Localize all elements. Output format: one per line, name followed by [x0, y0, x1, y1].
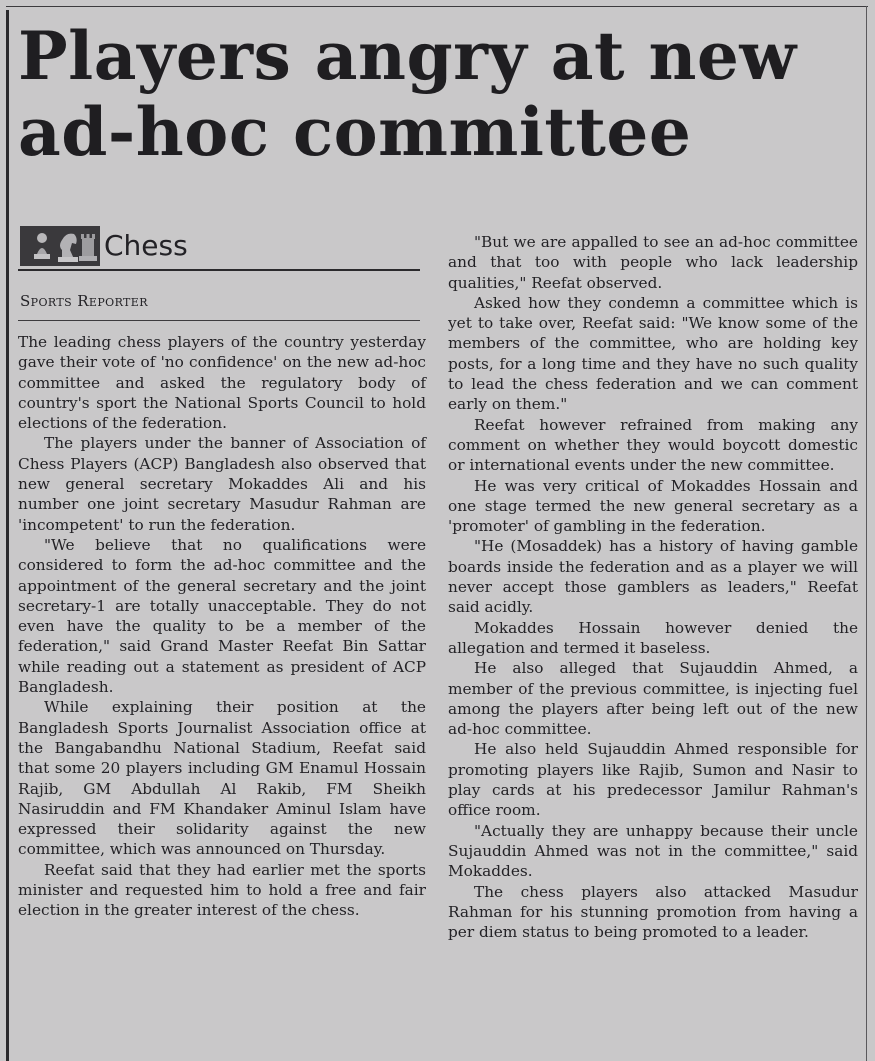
byline-rule: [18, 320, 420, 321]
article-column-left: [18, 332, 426, 921]
paragraph: He was very critical of Mokaddes Hossain and one stage termed the new general secretary as a 'promoter' of gambling in the federation.: [448, 476, 858, 536]
paragraph: Reefat said that they had earlier met the sports minister and requested him to hold a free and fair election in the greater interest of the chess.: [18, 860, 426, 920]
chess-pieces-icon: [20, 226, 100, 266]
article-column-right: [448, 232, 858, 942]
paragraph: Asked how they condemn a committee which is yet to take over, Reefat said: "We know some of the members of the committee, who are holding key posts, for a long time and they have no such quality to lead the chess federation and we can comment early on them.": [448, 293, 858, 414]
section-label: Chess: [104, 229, 188, 262]
paragraph: "We believe that no qualifications were considered to form the ad-hoc committee and the appointment of the general secretary and the joint secretary-1 are totally unacceptable. They do not even have the quality to be a member of the federation," said Grand Master Reefat Bin Sattar while reading out a statement as president of ACP Bangladesh.: [18, 535, 426, 697]
section-kicker: [18, 226, 420, 272]
paragraph: "But we are appalled to see an ad-hoc committee and that too with people who lack leadership qualities," Reefat observed.: [448, 233, 858, 292]
paragraph: He also held Sujauddin Ahmed responsible for promoting players like Rajib, Sumon and Nasir to play cards at his predecessor Jamilur Rahman's office room.: [448, 740, 858, 820]
headline: Players angry at new ad-hoc committee: [18, 17, 797, 171]
paragraph: While explaining their position at the Bangladesh Sports Journalist Association office at the Bangabandhu National Stadium, Reefat said that some 20 players including GM Enamul Hossain Rajib, GM Abdullah Al Rakib, FM Sheikh Nasiruddin and FM Khandaker Aminul Islam have expressed their solidarity against the new committee, which was announced on Thursday.: [18, 698, 426, 859]
top-border: [6, 6, 868, 7]
paragraph: The chess players also attacked Masudur Rahman for his stunning promotion from having a per diem status to being promoted to a leader.: [448, 882, 858, 942]
paragraph: Reefat however refrained from making any comment on whether they would boycott domestic or international events under the new committee.: [448, 415, 858, 475]
paragraph: "He (Mosaddek) has a history of having gamble boards inside the federation and as a player we will never accept those gamblers as leaders," Reefat said acidly.: [448, 537, 858, 617]
paragraph: The leading chess players of the country yesterday gave their vote of 'no confidence' on the new ad-hoc committee and asked the regulatory body of country's sport the National Sports Council to hold elections of the federation.: [18, 333, 426, 433]
left-column-border: [6, 10, 9, 1061]
section-rule: [18, 269, 420, 271]
paragraph: Mokaddes Hossain however denied the allegation and termed it baseless.: [448, 618, 858, 657]
paragraph: The players under the banner of Association of Chess Players (ACP) Bangladesh also observed that new general secretary Mokaddes Ali and his number one joint secretary Masudur Rahman are 'incompetent' to run the federation.: [18, 434, 426, 534]
paragraph: He also alleged that Sujauddin Ahmed, a member of the previous committee, is injecting fuel among the players after being left out of the new ad-hoc committee.: [448, 659, 858, 739]
paragraph: "Actually they are unhappy because their uncle Sujauddin Ahmed was not in the committee," said Mokaddes.: [448, 821, 858, 881]
byline: Sports Reporter: [20, 292, 148, 310]
